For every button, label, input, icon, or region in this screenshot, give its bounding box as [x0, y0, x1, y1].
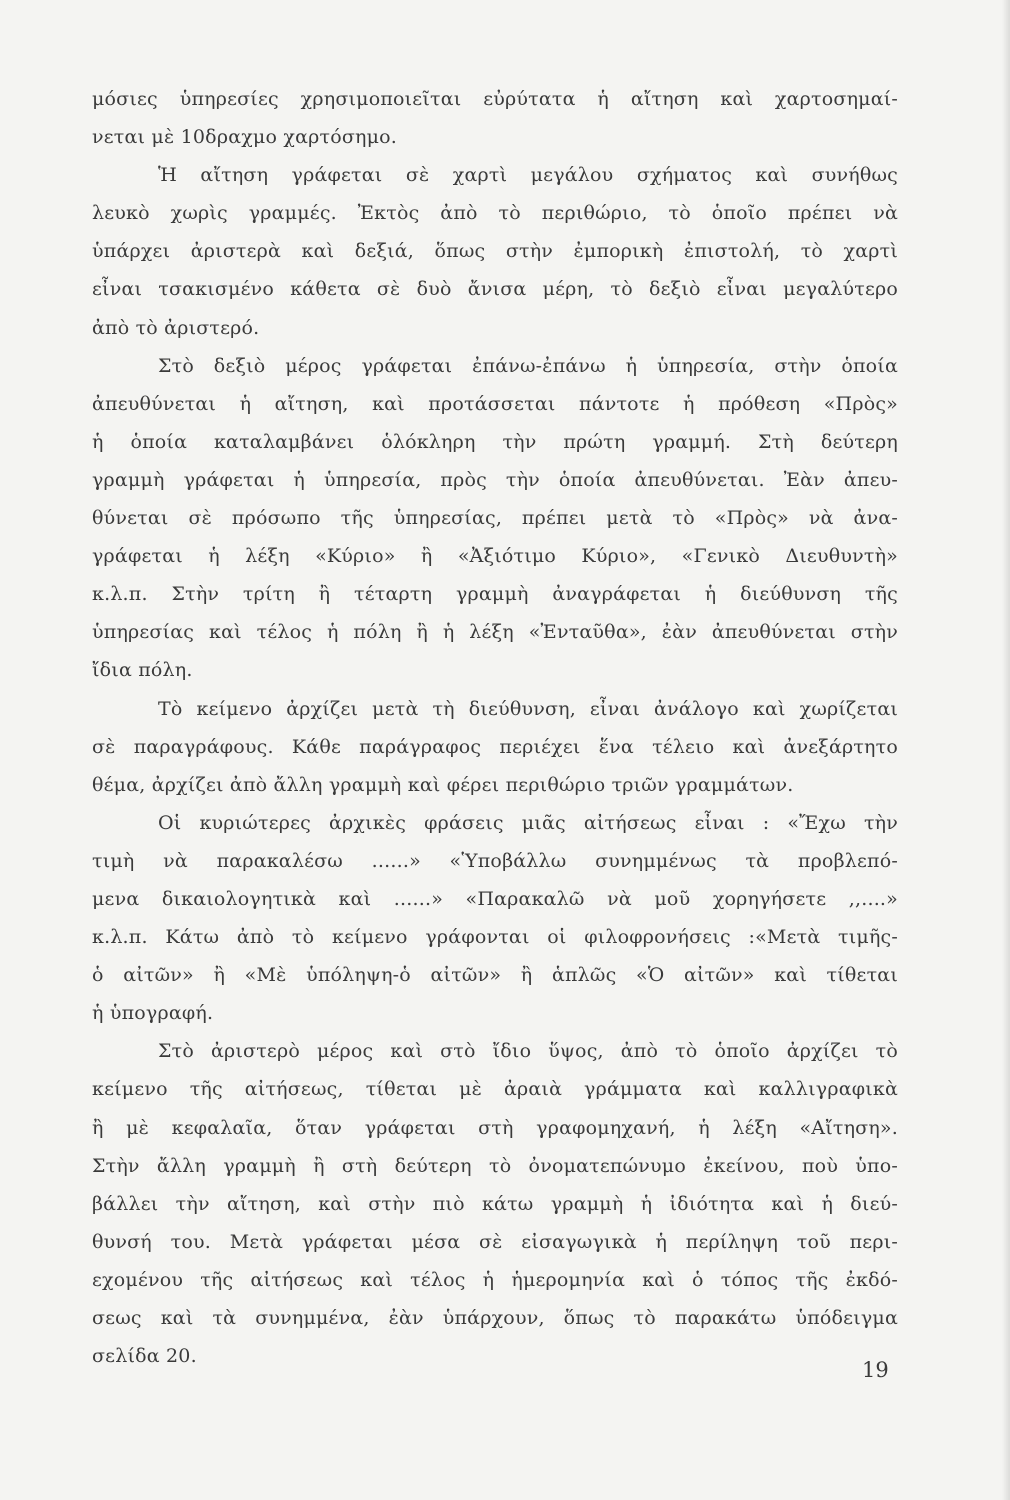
text-line: νεται μὲ 10δραχμο χαρτόσημο. — [92, 126, 398, 149]
text-line: Στὸ δεξιὸ μέρος γράφεται ἐπάνω-ἐπάνω ἡ ὑπηρεσία, στὴν ὁποία — [158, 354, 898, 377]
text-line: Ἡ αἴτηση γράφεται σὲ χαρτὶ μεγάλου σχήματος καὶ συνήθως — [158, 164, 898, 187]
text-line: κ.λ.π. Κάτω ἀπὸ τὸ κείμενο γράφονται οἱ φιλοφρονήσεις :«Μετὰ τιμῆς- — [92, 926, 898, 949]
text-line: μόσιες ὑπηρεσίες χρησιμοποιεῖται εὐρύτατα ἡ αἴτηση καὶ χαρτοσημαί- — [92, 88, 898, 110]
text-line: ὑπάρχει ἀριστερὰ καὶ δεξιά, ὅπως στὴν ἐμπορικὴ ἐπιστολή, τὸ χαρτὶ — [92, 240, 898, 263]
text-line: ὑπηρεσίας καὶ τέλος ἡ πόλη ἢ ἡ λέξη «Ἐνταῦθα», ἐὰν ἀπευθύνεται στὴν — [92, 621, 898, 644]
text-line: ἀπὸ τὸ ἀριστερό. — [92, 316, 260, 339]
text-line: ὁ αἰτῶν» ἢ «Μὲ ὑπόληψη-ὁ αἰτῶν» ἢ ἁπλῶς «Ὁ αἰτῶν» καὶ τίθεται — [92, 964, 898, 987]
body-text — [92, 80, 898, 1375]
text-line: μενα δικαιολογητικὰ καὶ ......» «Παρακαλῶ νὰ μοῦ χορηγήσετε ,,....» — [92, 887, 898, 910]
text-line: γράφεται ἡ λέξη «Κύριο» ἢ «Ἀξιότιμο Κύριο», «Γενικὸ Διευθυντὴ» — [92, 545, 898, 568]
text-line: σελίδα 20. — [92, 1345, 197, 1368]
text-line: βάλλει τὴν αἴτηση, καὶ στὴν πιὸ κάτω γραμμὴ ἡ ἰδιότητα καὶ ἡ διεύ- — [92, 1192, 898, 1215]
text-line: Οἱ κυριώτερες ἀρχικὲς φράσεις μιᾶς αἰτήσεως εἶναι : «Ἔχω τὴν — [158, 811, 898, 834]
text-line: θέμα, ἀρχίζει ἀπὸ ἄλλη γραμμὴ καὶ φέρει περιθώριο τριῶν γραμμάτων. — [92, 773, 794, 796]
page-edge-shadow — [1002, 0, 1010, 1500]
text-line: Τὸ κείμενο ἀρχίζει μετὰ τὴ διεύθυνση, εἶναι ἀνάλογο καὶ χωρίζεται — [158, 697, 898, 720]
text-line: εχομένου τῆς αἰτήσεως καὶ τέλος ἡ ἡμερομηνία καὶ ὁ τόπος τῆς ἐκδό- — [92, 1268, 898, 1291]
text-line: θύνεται σὲ πρόσωπο τῆς ὑπηρεσίας, πρέπει μετὰ τὸ «Πρὸς» νὰ ἀνα- — [92, 507, 898, 530]
text-line: ἢ μὲ κεφαλαῖα, ὅταν γράφεται στὴ γραφομηχανή, ἡ λέξη «Αἴτηση». — [92, 1116, 898, 1139]
text-line: Στὴν ἄλλη γραμμὴ ἢ στὴ δεύτερη τὸ ὀνοματεπώνυμο ἐκείνου, ποὺ ὑπο- — [92, 1154, 898, 1177]
text-line: τιμὴ νὰ παρακαλέσω ......» «Ὑποβάλλω συνημμένως τὰ προβλεπό- — [92, 849, 898, 872]
text-line: κ.λ.π. Στὴν τρίτη ἢ τέταρτη γραμμὴ ἀναγράφεται ἡ διεύθυνση τῆς — [92, 583, 898, 606]
text-line: γραμμὴ γράφεται ἡ ὑπηρεσία, πρὸς τὴν ὁποία ἀπευθύνεται. Ἐὰν ἀπευ- — [92, 468, 898, 491]
text-line: εἶναι τσακισμένο κάθετα σὲ δυὸ ἄνισα μέρη, τὸ δεξιὸ εἶναι μεγαλύτερο — [92, 278, 898, 301]
text-line: ἡ ὁποία καταλαμβάνει ὁλόκληρη τὴν πρώτη γραμμή. Στὴ δεύτερη — [92, 430, 898, 453]
text-line: σὲ παραγράφους. Κάθε παράγραφος περιέχει ἕνα τέλειο καὶ ἀνεξάρτητο — [92, 735, 898, 758]
page-number: 19 — [862, 1358, 889, 1382]
text-line: σεως καὶ τὰ συνημμένα, ἐὰν ὑπάρχουν, ὅπως τὸ παρακάτω ὑπόδειγμα — [92, 1307, 898, 1329]
text-line: ἴδια πόλη. — [92, 659, 193, 682]
text-line: θυνσή του. Μετὰ γράφεται μέσα σὲ εἰσαγωγικὰ ἡ περίληψη τοῦ περι- — [92, 1230, 898, 1253]
text-line: ἡ ὑπογραφή. — [92, 1002, 214, 1025]
text-line: λευκὸ χωρὶς γραμμές. Ἐκτὸς ἀπὸ τὸ περιθώριο, τὸ ὁποῖο πρέπει νὰ — [92, 202, 898, 225]
text-line: ἀπευθύνεται ἡ αἴτηση, καὶ προτάσσεται πάντοτε ἡ πρόθεση «Πρὸς» — [92, 392, 898, 415]
text-line: Στὸ ἀριστερὸ μέρος καὶ στὸ ἴδιο ὕψος, ἀπὸ τὸ ὁποῖο ἀρχίζει τὸ — [158, 1040, 898, 1063]
text-line: κείμενο τῆς αἰτήσεως, τίθεται μὲ ἀραιὰ γράμματα καὶ καλλιγραφικὰ — [92, 1078, 898, 1101]
